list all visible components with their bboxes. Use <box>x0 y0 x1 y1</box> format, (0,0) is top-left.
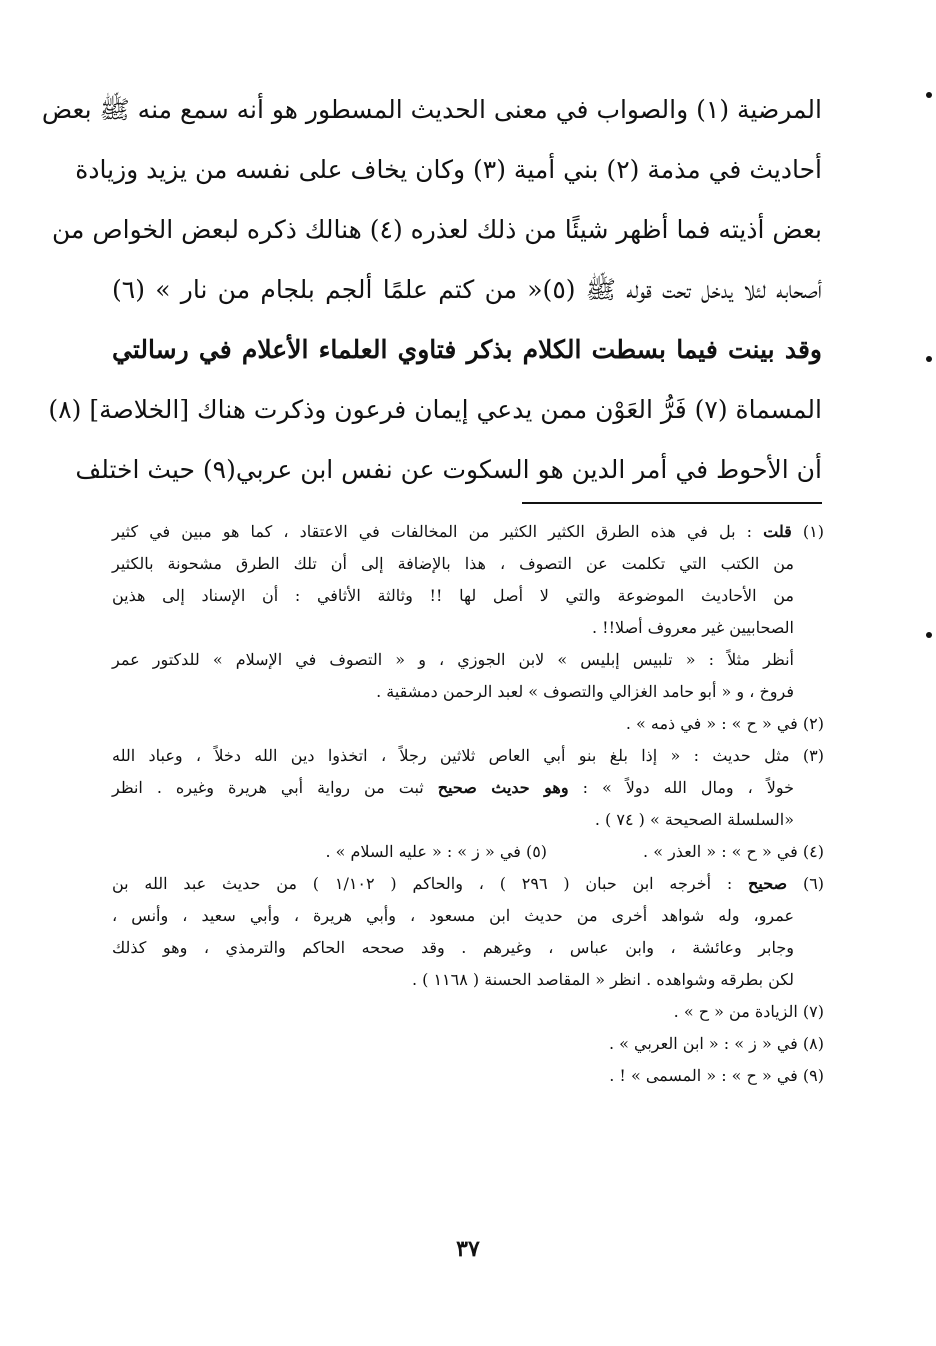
page-number: ٣٧ <box>456 1236 480 1262</box>
footnotes-block <box>112 516 824 1092</box>
margin-dot-lower <box>926 632 932 638</box>
footnotes-4-5-row <box>112 836 824 868</box>
margin-dot-top <box>926 92 932 98</box>
footnote-1-extra-line: فروخ ، و « أبو حامد الغزالي والتصوف » لعبد الرحمن دمشقية . <box>376 682 794 701</box>
main-line: أحاديث في مذمة (٢) بني أمية (٣) وكان يخاف على نفسه من يزيد وزيادة <box>75 155 822 184</box>
footnote-6-bold: صحيح <box>748 874 788 893</box>
footnote-8: (٨) في « ز » : « ابن العربي » . <box>608 1034 824 1053</box>
footnote-3-line <box>112 772 824 804</box>
footnote-3-line: «السلسلة الصحيحة » ( ٧٤ ) . <box>594 810 794 829</box>
main-line: أن الأحوط في أمر الدين هو السكوت عن نفس ابن عربي(٩) حيث اختلف <box>75 455 822 484</box>
footnote-1-extra-line: أنظر مثلاً : « تلبيس إبليس » لابن الجوزي ، و « التصوف في الإسلام » للدكتور عمر <box>112 650 794 669</box>
footnote-5: (٥) في « ز » : « عليه السلام » . <box>325 842 548 861</box>
margin-dot-middle <box>926 356 932 362</box>
main-text-block <box>41 80 822 500</box>
footnote-6-line: عمرو، وله شواهد أخرى من حديث ابن مسعود ، وأبي هريرة ، وأبي سعيد ، وأنس ، <box>112 906 794 925</box>
footnote-6-line <box>112 868 824 900</box>
main-line: وقد بينت فيما بسطت الكلام بذكر فتاوي العلماء الأعلام في رسالتي <box>112 335 822 364</box>
footnote-1-line <box>112 516 824 548</box>
footnote-1-line: من الكتب التي تكلمت عن التصوف ، هذا بالإضافة إلى أن تلك الطرق مشحونة بالكثير <box>112 554 794 573</box>
main-line: المسماة (٧) فَرُّ العَوْن ممن يدعي إيمان فرعون وذكرت هناك [الخلاصة] (٨) <box>48 395 822 424</box>
footnote-1-number: (١) <box>802 522 824 541</box>
footnote-4: (٤) في « ح » : « العذر » . <box>643 842 824 861</box>
footnote-3-line: (٣) مثل حديث : « إذا بلغ بنو أبي العاص ثلاثين رجلاً ، اتخذوا دين الله دخلاً ، وعباد الله <box>112 746 825 765</box>
footnote-6-text: : أخرجه ابن حبان ( ٢٩٦ ) ، والحاكم ( ١/١٠٢ ) من حديث عبد الله بن <box>112 874 733 893</box>
footnote-1-line: الصحابيين غير معروف أصلا!! . <box>591 618 794 637</box>
footnote-divider <box>522 502 822 504</box>
footnote-1-text: : بل في هذه الطرق الكثير الكثير من المخالفات في الاعتقاد ، كما هو مبين في كثير <box>112 522 753 541</box>
main-line: بعض أذيته فما أظهر شيئًا من ذلك لعذره (٤) هنالك ذكره لبعض الخواص من <box>52 215 822 244</box>
footnote-2: (٢) في « ح » : « في ذمه » . <box>625 714 824 733</box>
footnote-6-line: لكن بطرقه وشواهده . انظر « المقاصد الحسنة ( ١١٦٨ ) . <box>411 970 794 989</box>
footnote-9: (٩) في « ح » : « المسمى » ! . <box>609 1066 824 1085</box>
footnote-3-bold: وهو حديث صحيح <box>437 778 569 797</box>
main-line: المرضية (١) والصواب في معنى الحديث المسطور هو أنه سمع منه ﷺ بعض <box>41 95 822 124</box>
footnote-3-text: خولاً ، ومال الله دولاً » : <box>582 778 795 797</box>
footnote-7: (٧) الزيادة من « ح » . <box>673 1002 824 1021</box>
footnote-6-line: وجابر وعائشة ، وابن عباس ، وغيرهم . وقد صححه الحاكم والترمذي ، وهو كذلك <box>112 938 794 957</box>
main-line: أصحابه لئلا يدخل تحت قوله ﷺ (٥)« من كتم علمًا ألجم بلجام من نار » (٦) <box>112 275 822 304</box>
footnote-3-text: ثبت من رواية أبي هريرة وغيره . انظر <box>112 778 424 797</box>
footnote-1-line: من الأحاديث الموضوعة والتي لا أصل لها !! وثالثة الأثافي : أن الإسناد إلى هذين <box>112 586 794 605</box>
footnote-6-number: (٦) <box>802 874 825 893</box>
footnote-1-bold: قلت <box>763 522 792 541</box>
